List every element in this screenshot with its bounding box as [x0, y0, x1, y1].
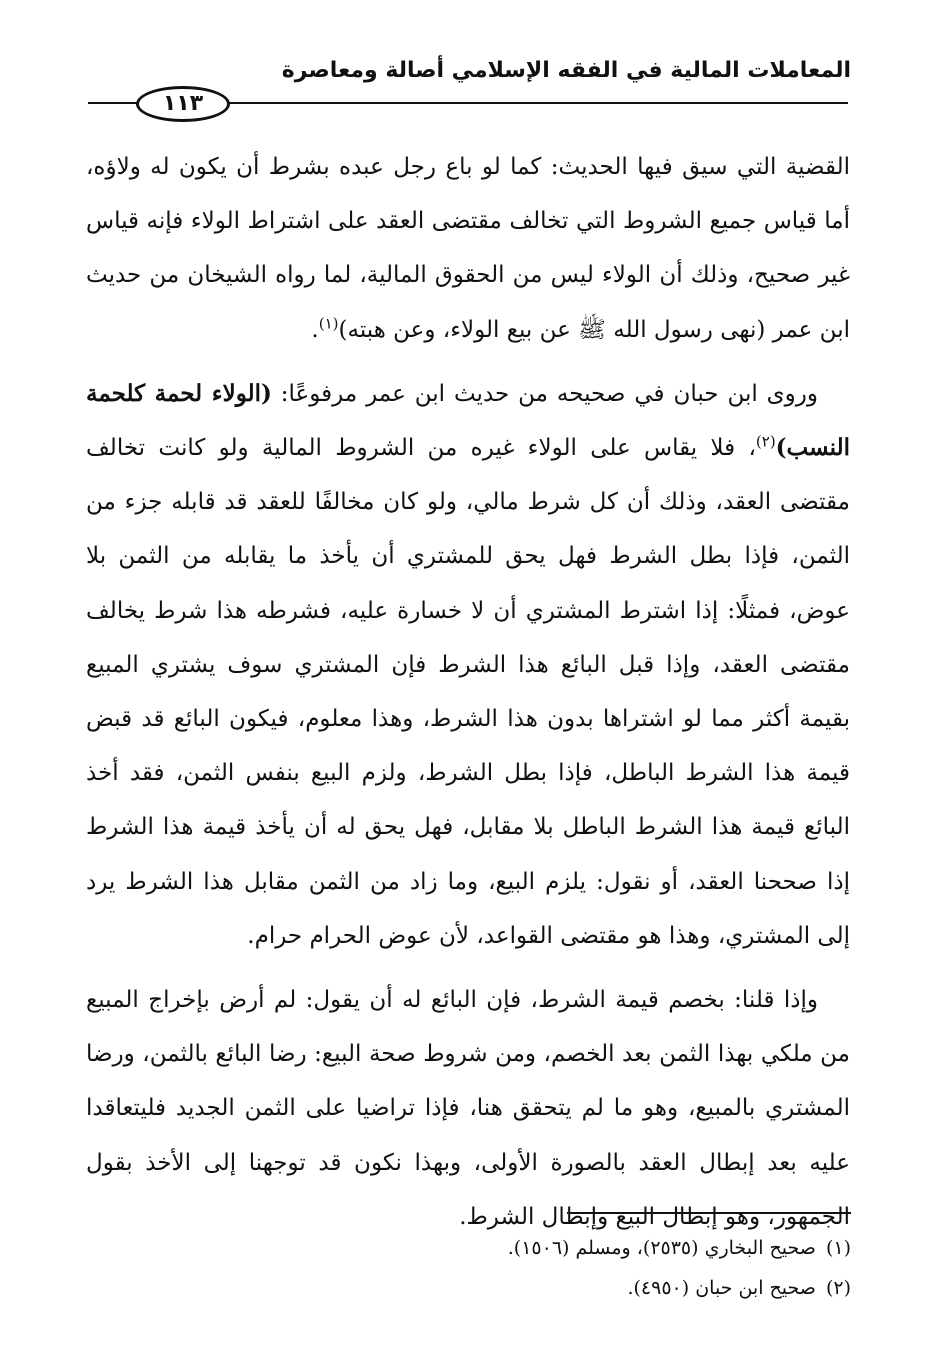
footnote-1 — [91, 1228, 851, 1268]
footnote-1-text: صحيح البخاري (٢٥٣٥)، ومسلم (١٥٠٦). — [507, 1237, 816, 1259]
paragraph-2 — [86, 367, 850, 963]
footnote-rule — [567, 1212, 851, 1214]
paragraph-1-end: . — [311, 316, 319, 343]
footnote-1-number: (١) — [825, 1237, 851, 1259]
running-title: المعاملات المالية في الفقه الإسلامي أصالة ومعاصرة — [281, 58, 851, 83]
footnote-ref-1: (١) — [318, 313, 339, 332]
footnote-ref-2: (٢) — [755, 432, 776, 451]
paragraph-2-start: وروى ابن حبان في صحيحه من حديث ابن عمر مرفوعًا: — [271, 380, 818, 407]
paragraph-1 — [86, 140, 850, 357]
body-text — [86, 140, 850, 1244]
footnote-2-number: (٢) — [825, 1277, 851, 1299]
paragraph-3-text: وإذا قلنا: بخصم قيمة الشرط، فإن البائع له أن يقول: لم أرض بإخراج المبيع من ملكي بهذا الثمن بعد الخصم، ومن شروط صحة البيع: رضا البائع بالثمن، ورضا المشتري بالمبيع، وهو ما لم يتحقق هنا، فإذا تراضيا على الثمن الجديد فليتعاقدا عليه بعد إبطال العقد بالصورة الأولى، وبهذا نكون قد توجهنا إلى الأخذ بقول الجمهور، وهو إبطال البيع وإبطال الشرط. — [86, 987, 850, 1230]
paragraph-3 — [86, 973, 850, 1244]
footnote-2 — [91, 1268, 851, 1308]
page-number: ١١٣ — [136, 86, 230, 122]
footnotes — [91, 1228, 851, 1308]
paragraph-1-text: القضية التي سيق فيها الحديث: كما لو باع رجل عبده بشرط أن يكون له ولاؤه، أما قياس جميع الشروط التي تخالف مقتضى العقد على اشتراط الولاء فإنه قياس غير صحيح، وذلك أن الولاء ليس من الحقوق المالية، لما رواه الشيخان من حديث ابن عمر (نهى رسول الله ﷺ عن بيع الولاء، وعن هبته) — [86, 154, 850, 343]
paragraph-2-rest: ، فلا يقاس على الولاء غيره من الشروط المالية ولو كانت تخالف مقتضى العقد، وذلك أن كل شرط مالي، ولو كان مخالفًا للعقد قد قابله جزء من الثمن، فإذا بطل الشرط فهل يحق للمشتري أن يأخذ ما يقابله من الثمن بلا عوض، فمثلًا: إذا اشترط المشتري أن لا خسارة عليه، فشرطه هذا شرط يخالف مقتضى العقد، وإذا قبل البائع هذا الشرط فإن المشتري سوف يشتري المبيع بقيمة أكثر مما لو اشتراها بدون هذا الشرط، وهذا معلوم، فيكون البائع قد قبض قيمة هذا الشرط الباطل، فإذا بطل الشرط، ولزم البيع بنفس الثمن، فقد أخذ البائع قيمة هذا الشرط الباطل بلا مقابل، فهل يحق له أن يأخذ قيمة هذا الشرط إذا صححنا العقد، أو نقول: يلزم البيع، وما زاد من الثمن مقابل هذا الشرط يرد إلى المشتري، وهذا هو مقتضى القواعد، لأن عوض الحرام حرام. — [86, 435, 850, 949]
footnote-2-text: صحيح ابن حبان (٤٩٥٠). — [627, 1277, 816, 1299]
hadith-quote: (الولاء لحمة كلحمة النسب) — [86, 379, 850, 462]
